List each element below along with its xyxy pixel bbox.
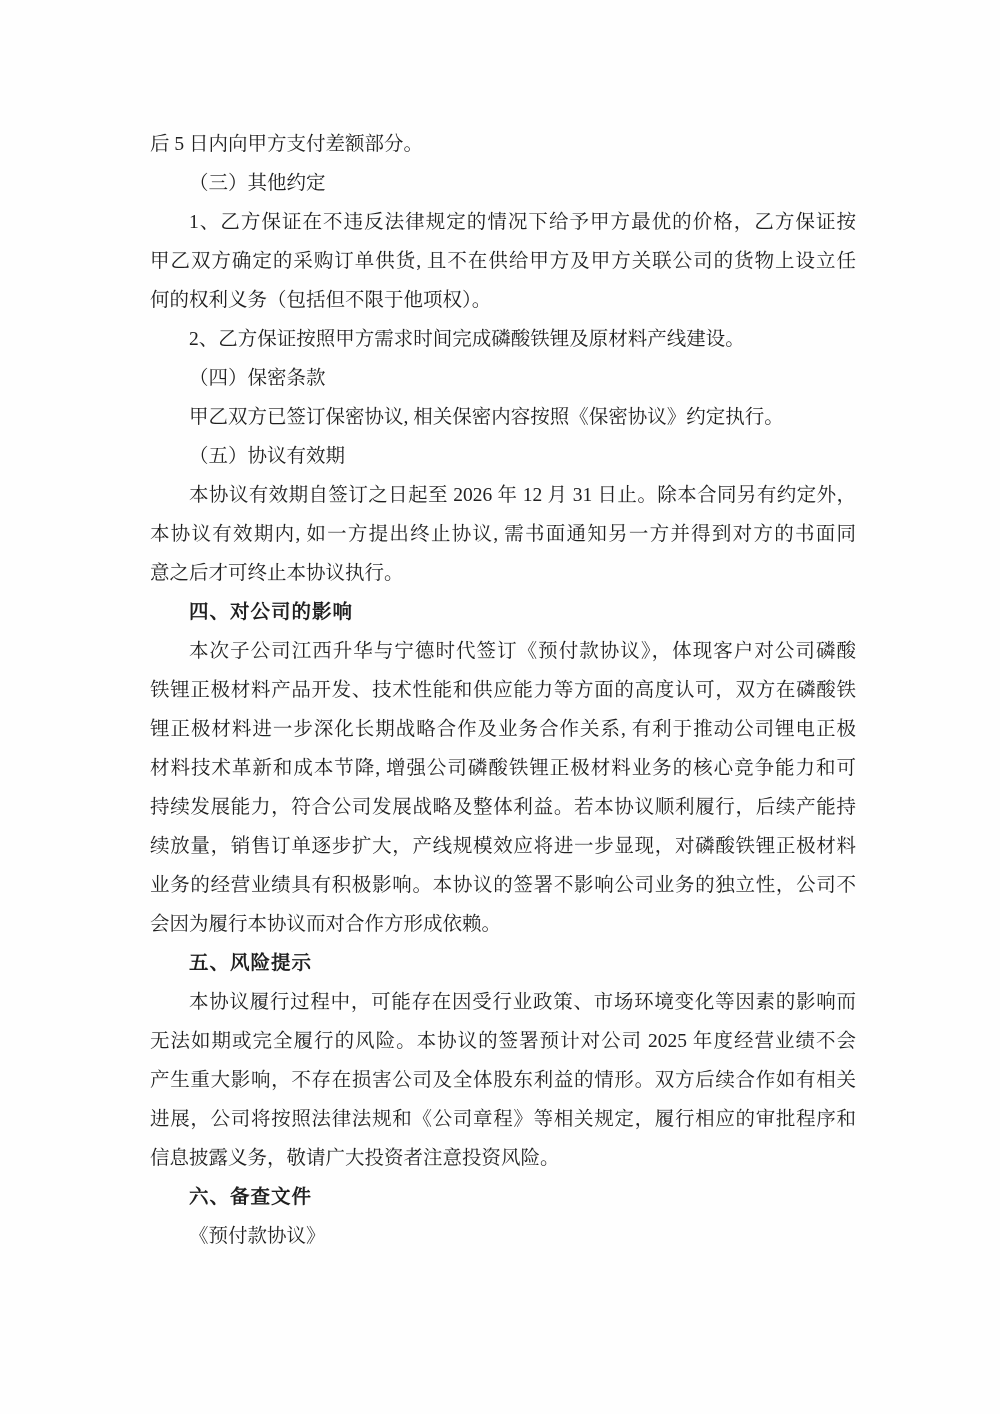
text-line: 《预付款协议》 [189,1226,326,1247]
text-line: 本协议有效期自签订之日起至 2026 年 12 月 31 日止。除本合同另有约定外， [189,485,856,506]
section-heading: 四、对公司的影响 [189,601,354,623]
text-line: 材料技术革新和成本节降, 增强公司磷酸铁锂正极材料业务的核心竞争能力和可 [150,758,856,779]
text-line: 甲乙双方确定的采购订单供货, 且不在供给甲方及甲方关联公司的货物上设立任 [150,251,856,272]
text-line: 无法如期或完全履行的风险。本协议的签署预计对公司 2025 年度经营业绩不会 [150,1031,856,1052]
section-heading: 五、风险提示 [189,952,313,974]
text-line: 1、乙方保证在不违反法律规定的情况下给予甲方最优的价格，乙方保证按 [189,212,856,233]
text-line: 业务的经营业绩具有积极影响。本协议的签署不影响公司业务的独立性，公司不 [150,875,856,896]
text-line: 意之后才可终止本协议执行。 [150,563,404,584]
text-line: 甲乙双方已签订保密协议, 相关保密内容按照《保密协议》约定执行。 [189,407,784,428]
text-line: 2、乙方保证按照甲方需求时间完成磷酸铁锂及原材料产线建设。 [189,329,745,350]
text-line: 产生重大影响，不存在损害公司及全体股东利益的情形。双方后续合作如有相关 [150,1070,856,1091]
document-body [150,125,856,1256]
text-line: 铁锂正极材料产品开发、技术性能和供应能力等方面的高度认可，双方在磷酸铁 [150,680,856,701]
text-line: 信息披露义务，敬请广大投资者注意投资风险。 [150,1148,560,1169]
section-heading: 六、备查文件 [189,1186,313,1208]
text-line: 本次子公司江西升华与宁德时代签订《预付款协议》，体现客户对公司磷酸 [189,641,856,662]
text-line: 进展，公司将按照法律法规和《公司章程》等相关规定，履行相应的审批程序和 [150,1109,856,1130]
text-line: 续放量，销售订单逐步扩大，产线规模效应将进一步显现，对磷酸铁锂正极材料 [150,836,856,857]
text-line: （四）保密条款 [189,368,326,389]
text-line: 何的权利义务（包括但不限于他项权）。 [150,290,492,311]
text-line: 会因为履行本协议而对合作方形成依赖。 [150,914,502,935]
text-line: 锂正极材料进一步深化长期战略合作及业务合作关系, 有利于推动公司锂电正极 [150,719,856,740]
text-line: 后 5 日内向甲方支付差额部分。 [150,134,424,155]
text-line: （三）其他约定 [189,173,326,194]
text-line: 持续发展能力，符合公司发展战略及整体利益。若本协议顺利履行，后续产能持 [150,797,856,818]
text-line: 本协议履行过程中，可能存在因受行业政策、市场环境变化等因素的影响而 [189,992,856,1013]
text-line: （五）协议有效期 [189,446,346,467]
text-line: 本协议有效期内, 如一方提出终止协议, 需书面通知另一方并得到对方的书面同 [150,524,856,545]
